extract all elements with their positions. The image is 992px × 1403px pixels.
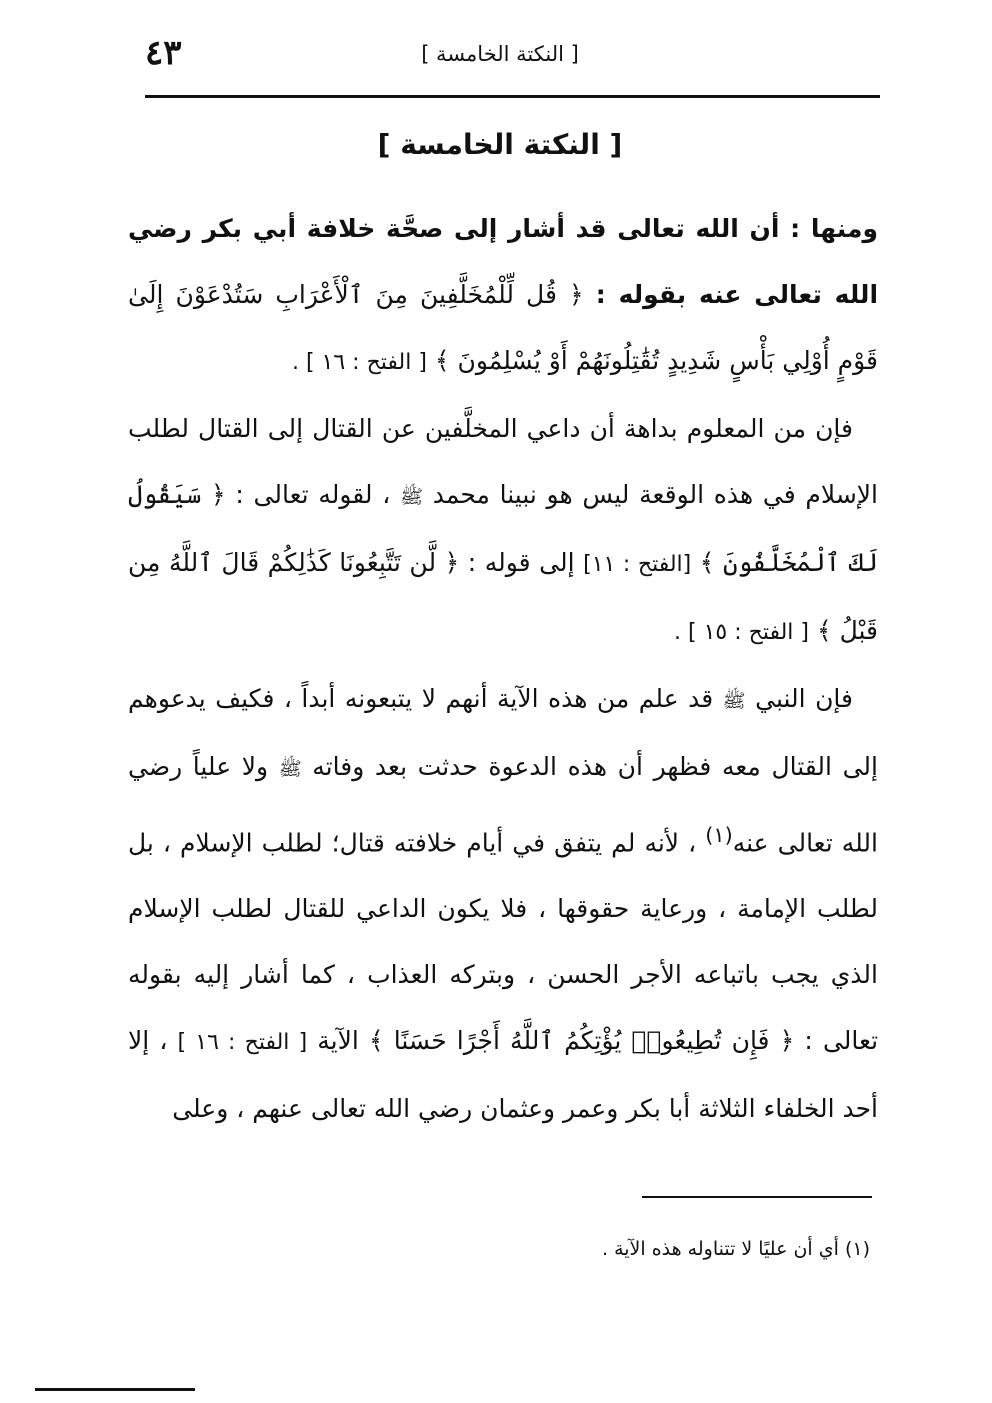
paragraph-2-text: فإن من المعلوم بداهة أن داعي المخلَّفين عن القتال إلى القتال لطلب الإسلام في هذه الوقعة ليس هو نبينا محمد	[128, 414, 878, 509]
paragraph-1	[128, 196, 878, 396]
paragraph-2	[128, 396, 878, 666]
verse-close-bracket: ﴾	[816, 616, 832, 645]
verse-open-bracket: ﴿	[569, 280, 584, 309]
bottom-margin-rule	[35, 1388, 195, 1391]
section-title: [ النكتة الخامسة ]	[377, 128, 623, 161]
verse-reference: [الفتح : ١١]	[583, 552, 692, 577]
honorific-glyph: ﷺ	[278, 758, 302, 780]
paragraph-3-text: قد علم من هذه الآية أنهم لا يتبعونه أبداً ، فكيف يدعوهم إلى القتال معه فظهر أن هذه الدعوة حدثت بعد وفاته	[128, 684, 878, 781]
footnote-divider	[642, 1196, 872, 1198]
page-number: ٤٣	[145, 33, 182, 73]
verse-close-bracket: ﴾	[699, 548, 715, 577]
quran-verse: قُل لِّلْمُخَلَّفِينَ مِنَ ٱلْأَعْرَابِ سَتُدْعَوْنَ إِلَىٰ قَوْمٍ أُوْلِي بَأْسٍ شَدِيدٍ تُقَٰتِلُونَهُمْ أَوْ يُسْلِمُونَ	[128, 280, 878, 375]
footnote-marker[interactable]: (١)	[705, 823, 733, 847]
quran-verse: لَّن تَتَّبِعُونَا كَذَٰلِكُمْ قَالَ ٱللَّهُ مِن قَبْلُ	[128, 548, 878, 645]
header-divider	[145, 95, 880, 98]
paragraph-3-text: ، إلا أحد الخلفاء الثلاثة أبا بكر وعمر وعثمان رضي الله تعالى عنهم ، وعلى	[128, 1026, 878, 1124]
footnote-text: (١) أي أن عليًا لا تتناوله هذه الآية .	[601, 1238, 870, 1260]
quran-verse: فَإِن تُطِيعُوا۟ يُؤْتِكُمُ ٱللَّهُ أَجْرًا حَسَنًا	[393, 1026, 770, 1056]
honorific-glyph: ﷺ	[722, 690, 746, 712]
paragraph-3-text: ولا علياً رضي الله تعالى عنه	[128, 752, 878, 858]
verse-reference: [ الفتح : ١٦ ] .	[291, 350, 427, 375]
verse-open-bracket: ﴿	[444, 548, 460, 577]
paragraph-2-text: ، لقوله تعالى :	[235, 480, 391, 509]
quran-verse: سَيَقُولُ لَكَ ٱلْمُخَلَّفُونَ	[128, 480, 878, 577]
paragraph-3-text: ، لأنه لم يتفق في أيام خلافته قتال؛ لطلب الإسلام ، بل لطلب الإمامة ، ورعاية حقوقها ، فلا يكون الداعي للقتال لطلب الإسلام الذي يجب باتباعه الأجر الحسن ، وبتركه العذاب ، كما أشار إليه بقوله تعالى :	[128, 828, 879, 1056]
verse-reference: [ الفتح : ١٥ ] .	[674, 620, 809, 645]
paragraph-3-text: فإن النبي	[755, 684, 853, 713]
running-header-title: [ النكتة الخامسة ]	[421, 42, 579, 66]
verse-close-bracket: ﴾	[368, 1026, 384, 1056]
verse-close-bracket: ﴾	[434, 346, 450, 375]
paragraph-3-text: الآية	[317, 1026, 359, 1056]
verse-open-bracket: ﴿	[779, 1026, 795, 1056]
paragraph-3	[128, 666, 878, 1142]
body-text	[128, 196, 878, 1142]
honorific-glyph: ﷺ	[400, 486, 424, 508]
paragraph-2-text: إلى قوله :	[467, 548, 575, 577]
paragraph-1-intro: ومنها : أن الله تعالى قد أشار إلى صحَّة خلافة أبي بكر رضي الله تعالى عنه بقوله :	[128, 214, 879, 309]
verse-open-bracket: ﴿	[210, 480, 226, 509]
verse-reference: [ الفتح : ١٦ ]	[177, 1030, 308, 1056]
